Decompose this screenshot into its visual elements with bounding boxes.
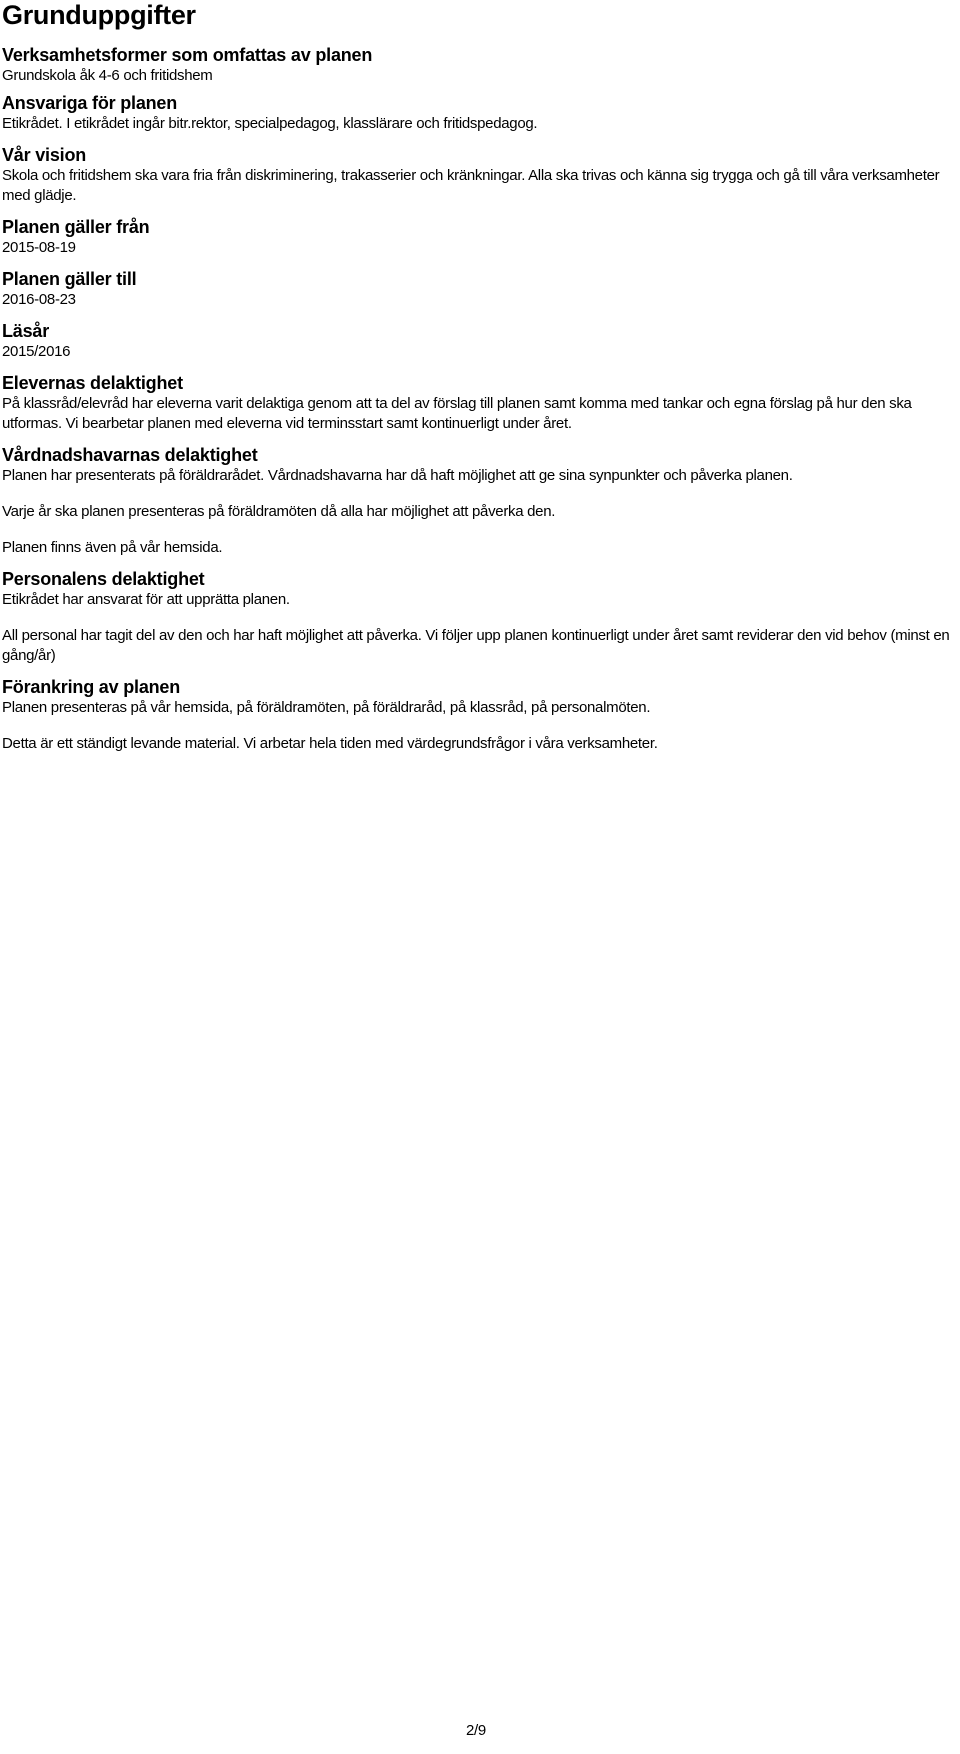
section — [2, 92, 960, 134]
section-heading: Ansvariga för planen — [2, 93, 178, 113]
document-title: Grunduppgifter — [2, 0, 196, 30]
section-paragraph: Etikrådet. I etikrådet ingår bitr.rektor, specialpedagog, klasslärare och fritidspedagog. — [2, 115, 538, 132]
section-paragraph: Grundskola åk 4-6 och fritidshem — [2, 67, 213, 84]
section-heading: Läsår — [2, 321, 50, 341]
section-heading: Verksamhetsformer som omfattas av planen — [2, 45, 373, 65]
section — [2, 444, 960, 558]
section-paragraph: Skola och fritidshem ska vara fria från diskriminering, trakasserier och kränkningar. Alla ska trivas och känna sig trygga och gå till våra verksamheter med glädje. — [2, 167, 940, 204]
section-heading: Personalens delaktighet — [2, 569, 205, 589]
section-heading: Planen gäller från — [2, 217, 150, 237]
section-paragraph: Planen finns även på vår hemsida. — [2, 539, 223, 556]
section-paragraph: På klassråd/elevråd har eleverna varit delaktiga genom att ta del av förslag till planen samt komma med tankar och egna förslag på hur den ska utformas. Vi bearbetar planen med eleverna vid terminsstart samt kontinuerligt under året. — [2, 395, 912, 432]
section-heading: Vår vision — [2, 145, 87, 165]
document-sections — [2, 44, 960, 754]
section-heading: Vårdnadshavarnas delaktighet — [2, 445, 258, 465]
section-paragraph: Etikrådet har ansvarat för att upprätta planen. — [2, 591, 290, 608]
section — [2, 676, 960, 754]
section-paragraph: Varje år ska planen presenteras på föräldramöten då alla har möjlighet att påverka den. — [2, 503, 556, 520]
page-number: 2/9 — [466, 1722, 486, 1739]
section-heading: Planen gäller till — [2, 269, 137, 289]
section-heading: Elevernas delaktighet — [2, 373, 183, 393]
section — [2, 216, 960, 258]
section-paragraph: Detta är ett ständigt levande material. Vi arbetar hela tiden med värdegrundsfrågor i våra verksamheter. — [2, 735, 658, 752]
section — [2, 44, 960, 86]
section — [2, 268, 960, 310]
section — [2, 372, 960, 434]
section-paragraph: 2015-08-19 — [2, 239, 76, 256]
section-paragraph: All personal har tagit del av den och har haft möjlighet att påverka. Vi följer upp planen kontinuerligt under året samt reviderar den vid behov (minst en gång/år) — [2, 627, 950, 664]
section — [2, 144, 960, 206]
section-paragraph: Planen har presenterats på föräldrarådet. Vårdnadshavarna har då haft möjlighet att ge sina synpunkter och påverka planen. — [2, 467, 793, 484]
section-paragraph: 2015/2016 — [2, 343, 71, 360]
section-heading: Förankring av planen — [2, 677, 181, 697]
section-paragraph: 2016-08-23 — [2, 291, 76, 308]
document-page — [0, 0, 960, 754]
section — [2, 568, 960, 666]
section-paragraph: Planen presenteras på vår hemsida, på föräldramöten, på föräldraråd, på klassråd, på personalmöten. — [2, 699, 651, 716]
section — [2, 320, 960, 362]
